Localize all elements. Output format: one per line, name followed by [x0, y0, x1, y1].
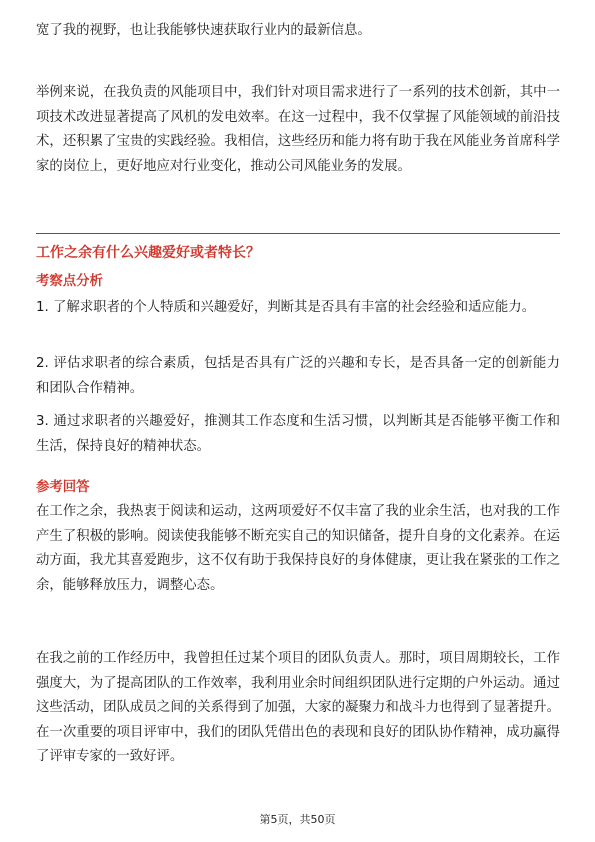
paragraph-example: 举例来说，在我负责的风能项目中，我们针对项目需求进行了一系列的技术创新，其中一项技术改进显著提高了风机的发电效率。在这一过程中，我不仅掌握了风能领域的前沿技术，还积累了宝贵的实践经验。我相信，这些经历和能力将有助于我在风能业务首席科学家的岗位上，更好地应对行业变化，推动公司风能业务的发展。 — [36, 85, 560, 174]
section-divider — [36, 233, 560, 234]
analysis-title: 考察点分析 — [36, 274, 103, 289]
question-heading: 工作之余有什么兴趣爱好或者特长？ — [36, 245, 260, 261]
paragraph-intro-tail: 宽了我的视野，也让我能够快速获取行业内的最新信息。 — [36, 23, 371, 38]
analysis-item: 3. 通过求职者的兴趣爱好，推测其工作态度和生活习惯，以判断其是否能够平衡工作和生活，保持良好的精神状态。 — [36, 414, 560, 454]
answer-paragraph: 在我之前的工作经历中，我曾担任过某个项目的团队负责人。那时，项目周期较长，工作强度大，为了提高团队的工作效率，我利用业余时间组织团队进行定期的户外运动。通过这些活动，团队成员之间的关系得到了加强，大家的凝聚力和战斗力也得到了显著提升。在一次重要的项目评审中，我们的团队凭借出色的表现和良好的团队协作精神，成功赢得了评审专家的一致好评。 — [36, 651, 560, 764]
answer-paragraph: 在工作之余，我热衷于阅读和运动，这两项爱好不仅丰富了我的业余生活，也对我的工作产生了积极的影响。阅读使我能够不断充实自己的知识储备，提升自身的文化素养。在运动方面，我尤其喜爱跑步，这不仅有助于我保持良好的身体健康，更让我在紧张的工作之余，能够释放压力，调整心态。 — [36, 504, 560, 593]
analysis-item: 2. 评估求职者的综合素质，包括是否具有广泛的兴趣和专长，是否具备一定的创新能力和团队合作精神。 — [36, 356, 560, 396]
answer-title: 参考回答 — [36, 480, 90, 495]
page-number: 第5页，共50页 — [259, 813, 336, 826]
analysis-item: 1. 了解求职者的个人特质和兴趣爱好，判断其是否具有丰富的社会经验和适应能力。 — [36, 300, 536, 315]
